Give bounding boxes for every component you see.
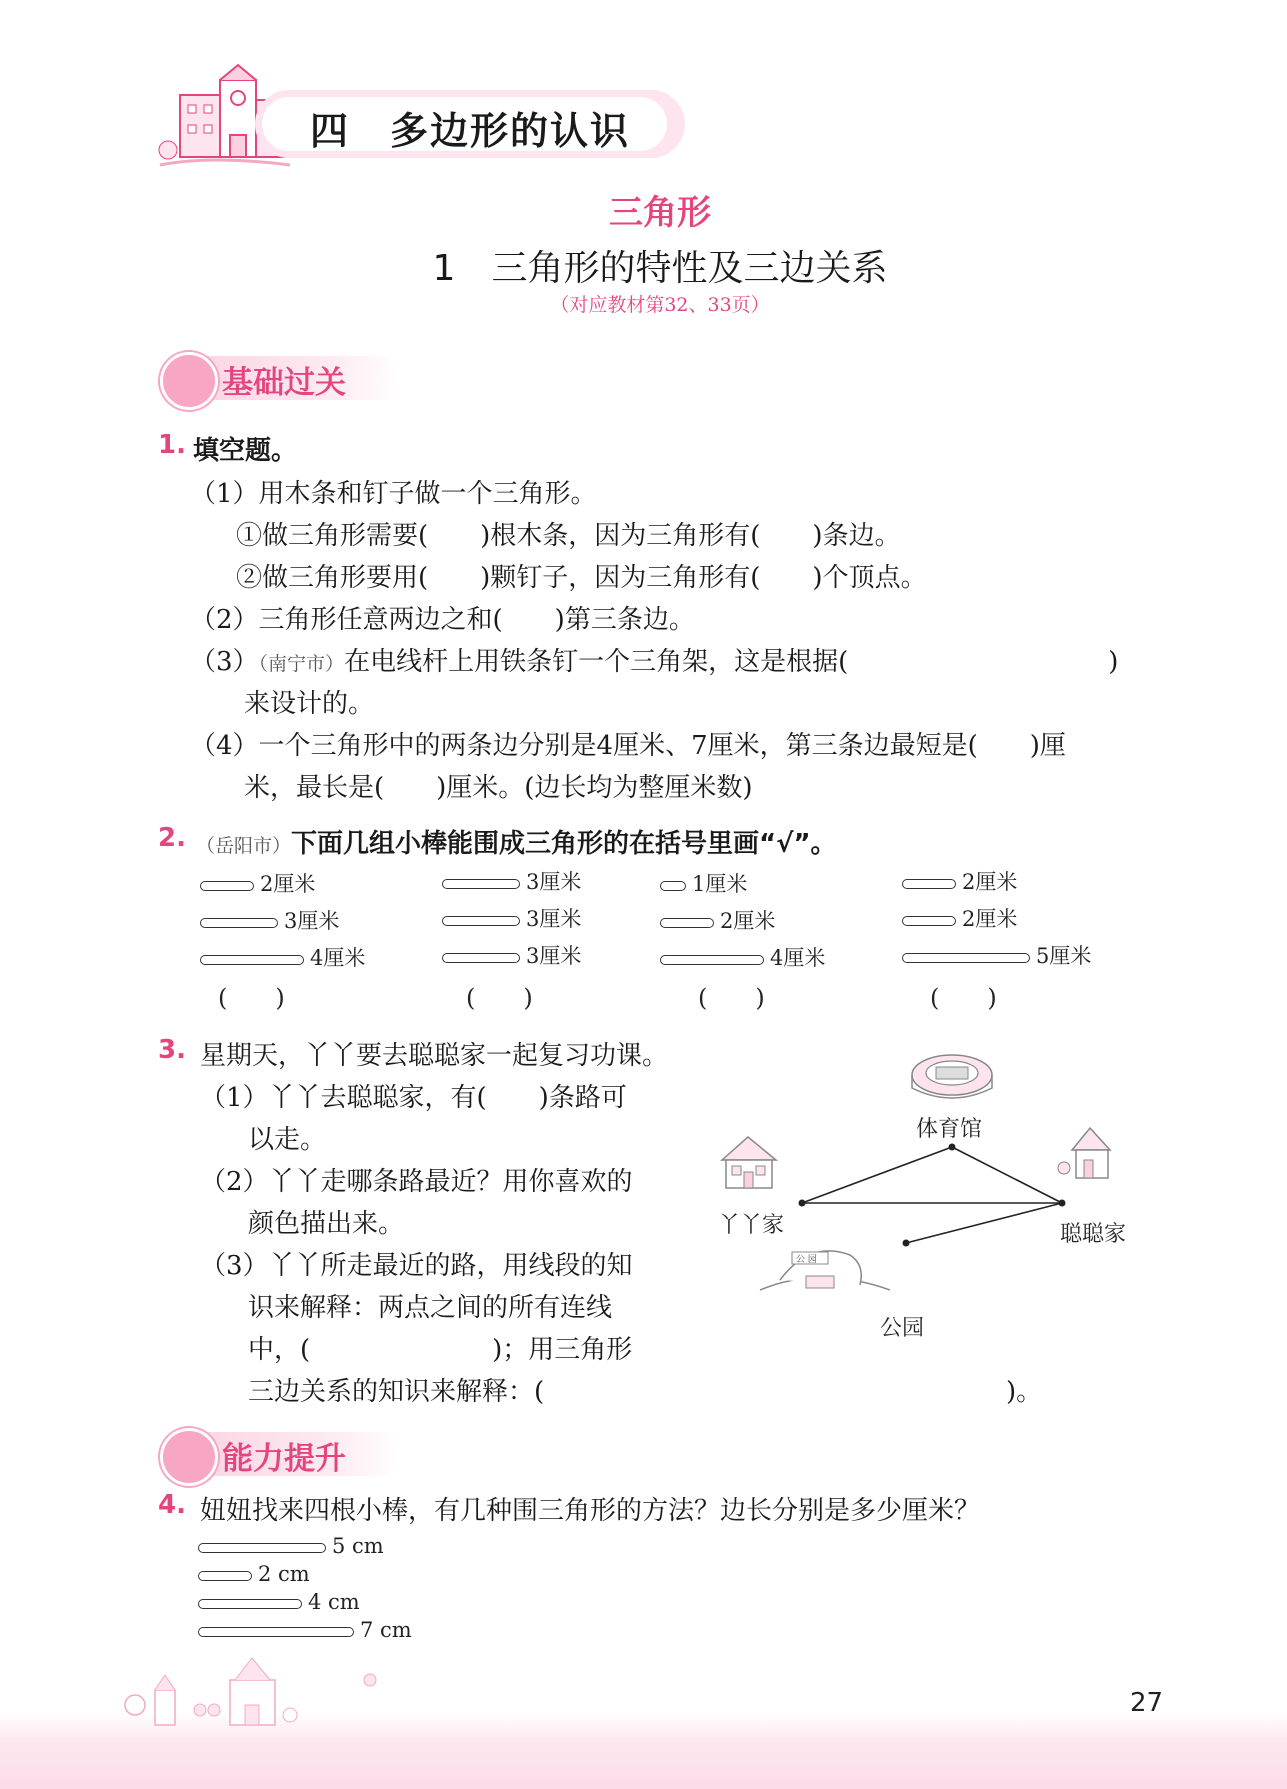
stick — [200, 881, 254, 891]
q1-part1b: ②做三角形要用( )颗钉子，因为三角形有( )个顶点。 — [236, 563, 927, 593]
q1-part3-prefix: （3） — [190, 647, 259, 677]
mascot-icon — [160, 1428, 218, 1486]
stick — [442, 953, 520, 963]
q1-part4-cont: 米，最长是( )厘米。(边长均为整厘米数) — [244, 773, 753, 803]
stick — [200, 955, 304, 965]
answer-bracket[interactable]: ( ) — [930, 984, 997, 1012]
stick-length: 3厘米 — [284, 909, 340, 933]
q3-part3-end: )。 — [1006, 1377, 1043, 1407]
stick-row — [442, 940, 581, 970]
chapter-title: 四 多边形的认识 — [310, 109, 631, 153]
stick-length: 1厘米 — [692, 872, 748, 896]
q1-part1: （1）用木条和钉子做一个三角形。 — [190, 479, 597, 509]
stick-length: 3厘米 — [526, 907, 582, 931]
city-tag: （岳阳市） — [196, 835, 292, 857]
stick — [198, 1599, 302, 1609]
stadium-icon — [912, 1055, 992, 1098]
answer-bracket[interactable]: ( ) — [218, 984, 285, 1012]
stick-row — [902, 940, 1091, 970]
q3-part2: （2）丫丫走哪条路最近？用你喜欢的 — [200, 1167, 633, 1197]
mascot-icon — [160, 352, 218, 410]
stick — [902, 879, 956, 889]
route-map — [710, 1040, 1150, 1340]
stick-row — [200, 905, 339, 935]
stick — [200, 918, 278, 928]
stick-row — [200, 942, 365, 972]
stick-row — [442, 866, 581, 896]
stick-length: 2厘米 — [260, 872, 316, 896]
park-label: 公园 — [880, 1316, 925, 1341]
stick-row — [660, 868, 747, 898]
stick-row — [660, 905, 775, 935]
stick — [442, 916, 520, 926]
stick-row — [200, 868, 315, 898]
page-number: 27 — [1130, 1688, 1164, 1718]
answer-bracket[interactable]: ( ) — [698, 984, 765, 1012]
stick-length: 4厘米 — [770, 946, 826, 970]
stick-length: 2厘米 — [962, 907, 1018, 931]
q1-part3-text: 在电线杆上用铁条钉一个三角架，这是根据( ) — [344, 647, 1119, 677]
q1-part4: （4）一个三角形中的两条边分别是4厘米、7厘米，第三条边最短是( )厘 — [190, 731, 1066, 761]
stick-row — [902, 903, 1017, 933]
stick — [198, 1543, 326, 1553]
q3-part3-line1: 识来解释：两点之间的所有连线 — [248, 1293, 613, 1323]
advanced-section-label: 能力提升 — [222, 1441, 346, 1477]
q3-title: 星期天，丫丫要去聪聪家一起复习功课。 — [200, 1041, 669, 1071]
stick-row — [198, 1590, 360, 1614]
stick-length: 3厘米 — [526, 870, 582, 894]
stick-row — [198, 1534, 384, 1558]
stick-length: 3厘米 — [526, 944, 582, 968]
route-point — [903, 1240, 910, 1247]
stick-length: 2厘米 — [962, 870, 1018, 894]
route-point — [799, 1200, 806, 1207]
question-number: 1. — [158, 430, 186, 460]
stick-row — [198, 1618, 412, 1642]
q3-part3-line3: 三边关系的知识来解释：( — [248, 1377, 545, 1407]
textbook-reference: （对应教材第32、33页） — [550, 294, 770, 316]
congcong-home-label: 聪聪家 — [1060, 1222, 1127, 1247]
footer-town-icon — [120, 1650, 420, 1730]
stick — [660, 955, 764, 965]
stick-length: 5 cm — [332, 1534, 384, 1558]
stick-length: 7 cm — [360, 1618, 412, 1642]
question-number: 3. — [158, 1035, 186, 1065]
park-sign-text: 公 园 — [796, 1255, 817, 1265]
stick — [660, 918, 714, 928]
question-number: 4. — [158, 1490, 186, 1520]
question-number: 2. — [158, 823, 186, 853]
route-point — [1059, 1200, 1066, 1207]
stick-row — [198, 1562, 310, 1586]
gym-label: 体育馆 — [916, 1117, 983, 1142]
city-tag: （南宁市） — [258, 653, 345, 675]
question-title: 填空题。 — [193, 436, 298, 466]
q3-part3: （3）丫丫所走最近的路，用线段的知 — [200, 1251, 633, 1281]
q2-title-text: 下面几组小棒能围成三角形的在括号里画“√”。 — [291, 829, 837, 859]
route-line — [906, 1203, 1062, 1243]
congcong-house-icon — [1058, 1128, 1110, 1178]
stick — [198, 1627, 354, 1637]
stick-row — [902, 866, 1017, 896]
park-icon — [760, 1251, 890, 1290]
q2-title — [196, 823, 837, 860]
yaya-house-icon — [722, 1137, 776, 1188]
stick-row — [442, 903, 581, 933]
route-point — [949, 1144, 956, 1151]
q1-part3-cont: 来设计的。 — [244, 689, 375, 719]
stick — [902, 953, 1030, 963]
q3-part2-cont: 颜色描出来。 — [248, 1209, 405, 1239]
stick — [660, 881, 686, 891]
yaya-home-label: 丫丫家 — [718, 1213, 785, 1238]
stick — [902, 916, 956, 926]
stick — [198, 1571, 252, 1581]
route-line — [802, 1147, 952, 1203]
stick-length: 4厘米 — [310, 946, 366, 970]
q3-part1: （1）丫丫去聪聪家，有( )条路可 — [200, 1083, 627, 1113]
stick — [442, 879, 520, 889]
answer-bracket[interactable]: ( ) — [466, 984, 533, 1012]
basic-section-label: 基础过关 — [222, 365, 346, 401]
q1-part3 — [190, 641, 1118, 678]
stick-length: 4 cm — [308, 1590, 360, 1614]
q1-part1a: ①做三角形需要( )根木条，因为三角形有( )条边。 — [236, 521, 901, 551]
stick-length: 2厘米 — [720, 909, 776, 933]
route-line — [952, 1147, 1062, 1203]
q1-part2: （2）三角形任意两边之和( )第三条边。 — [190, 605, 695, 635]
stick-row — [660, 942, 825, 972]
section-title: 三角形 — [609, 193, 711, 233]
q3-part1-cont: 以走。 — [248, 1125, 327, 1155]
lesson-title: 1 三角形的特性及三边关系 — [432, 248, 888, 289]
q3-part3-line2: 中，( )；用三角形 — [248, 1335, 633, 1365]
q4-title: 妞妞找来四根小棒，有几种围三角形的方法？边长分别是多少厘米？ — [200, 1496, 981, 1526]
stick-length: 2 cm — [258, 1562, 310, 1586]
stick-length: 5厘米 — [1036, 944, 1092, 968]
